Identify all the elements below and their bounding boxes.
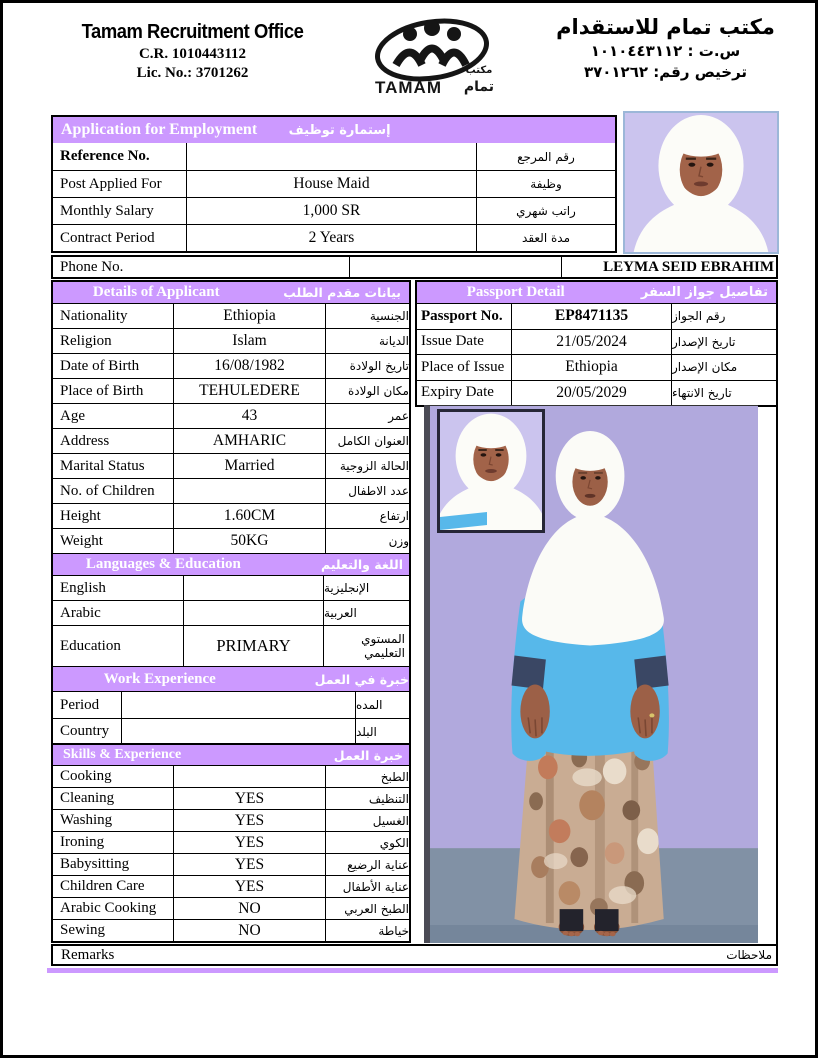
field-label-arabic: الديانة <box>325 329 409 353</box>
field-label-arabic: المده <box>355 692 409 718</box>
skills-title: Skills & Experience <box>63 747 182 762</box>
field-label-arabic: ارتفاع <box>325 504 409 528</box>
phone-label: Phone No. <box>60 258 124 275</box>
table-row <box>53 691 409 718</box>
field-label: English <box>60 579 106 596</box>
logo-arabic-top: مكتب <box>465 65 493 76</box>
field-value: PRIMARY <box>183 626 323 666</box>
field-label-arabic: رقم المرجع <box>476 143 615 170</box>
table-row <box>53 809 409 831</box>
field-value: 50KG <box>173 529 325 553</box>
field-label-arabic: الإنجليزية <box>323 576 409 600</box>
field-label-arabic: الكوي <box>325 832 409 853</box>
field-label-arabic: عمر <box>325 404 409 428</box>
field-label-arabic: تاريخ الولادة <box>325 354 409 378</box>
field-label: Monthly Salary <box>60 202 154 219</box>
field-label-arabic: مكان الولادة <box>325 379 409 403</box>
field-label: Arabic <box>60 604 101 621</box>
field-label: Children Care <box>60 878 145 894</box>
work-title: Work Experience <box>103 670 216 687</box>
field-label: Contract Period <box>60 229 155 246</box>
field-value: Islam <box>173 329 325 353</box>
field-label: Country <box>60 723 110 739</box>
logo-arabic-bottom: تمام <box>463 79 495 95</box>
table-row <box>417 380 776 406</box>
details-title-arabic: بيانات مقدم الطلب <box>283 285 401 300</box>
field-label-arabic: العنوان الكامل <box>325 429 409 453</box>
field-value: House Maid <box>186 171 476 197</box>
table-row <box>53 143 615 170</box>
table-row <box>53 765 409 787</box>
table-row <box>53 353 409 378</box>
table-row <box>53 625 409 666</box>
field-label-arabic: وظيفة <box>476 171 615 197</box>
phone-name-row <box>51 255 778 279</box>
field-value <box>121 692 355 718</box>
field-value <box>173 479 325 503</box>
table-row <box>53 528 409 553</box>
field-value: YES <box>173 788 325 809</box>
field-label-arabic: رقم الجواز <box>671 304 776 329</box>
applicant-inset-image <box>440 412 542 530</box>
field-label-arabic: خياطة <box>325 920 409 941</box>
field-label-arabic: عناية الرضيع <box>325 854 409 875</box>
field-value <box>186 143 476 170</box>
table-row <box>53 328 409 353</box>
field-label-arabic: عدد الاطفال <box>325 479 409 503</box>
letterhead-arabic <box>538 15 793 81</box>
field-label: Address <box>60 432 110 449</box>
field-label: Marital Status <box>60 457 145 474</box>
passport-table <box>415 280 778 407</box>
skills-section-header <box>53 745 409 765</box>
table-row <box>53 853 409 875</box>
field-label: Age <box>60 407 85 424</box>
details-section-header <box>53 282 409 303</box>
field-label: Arabic Cooking <box>60 900 157 916</box>
table-row <box>53 503 409 528</box>
field-value: EP8471135 <box>511 304 671 329</box>
field-value: 2 Years <box>186 225 476 251</box>
field-label: Place of Birth <box>60 382 144 399</box>
table-row <box>417 329 776 355</box>
field-label-arabic: الغسيل <box>325 810 409 831</box>
field-value: NO <box>173 898 325 919</box>
field-label: No. of Children <box>60 482 155 499</box>
field-label: Height <box>60 507 101 524</box>
footer-accent-line <box>47 968 778 973</box>
table-row <box>53 831 409 853</box>
field-value: 20/05/2029 <box>511 381 671 406</box>
table-row <box>53 600 409 625</box>
field-label-arabic: راتب شهري <box>476 198 615 224</box>
languages-title: Languages & Education <box>85 556 241 572</box>
field-value: 43 <box>173 404 325 428</box>
office-name-arabic: مكتب تمام للاستقدام <box>556 15 775 39</box>
remarks-label: Remarks <box>61 946 115 963</box>
passport-title-arabic: تفاصيل جواز السفر <box>640 285 768 300</box>
applicant-passport-photo <box>623 111 779 254</box>
field-label: Religion <box>60 332 112 349</box>
remarks-row <box>51 944 778 966</box>
field-label: Washing <box>60 812 113 828</box>
field-value: AMHARIC <box>173 429 325 453</box>
commercial-registration: C.R. 1010443112 <box>138 46 247 62</box>
table-row <box>53 303 409 328</box>
field-label: Period <box>60 696 100 713</box>
application-section-header <box>53 117 615 143</box>
tamam-logo <box>369 13 499 101</box>
field-label-arabic: الحالة الزوجية <box>325 454 409 478</box>
table-row <box>53 403 409 428</box>
field-label-arabic: التنظيف <box>325 788 409 809</box>
field-value: YES <box>173 854 325 875</box>
office-name: Tamam Recruitment Office <box>81 21 304 43</box>
table-row <box>53 428 409 453</box>
field-label: Expiry Date <box>421 384 494 401</box>
tamam-logo-icon <box>369 13 499 101</box>
application-table <box>51 115 617 253</box>
table-row <box>417 303 776 329</box>
field-value: Ethiopia <box>511 355 671 380</box>
field-label-arabic: مكان الإصدار <box>671 355 776 380</box>
table-row <box>53 718 409 744</box>
field-label: Weight <box>60 532 103 549</box>
field-label: Education <box>60 637 121 654</box>
remarks-label-arabic: ملاحظات <box>726 948 772 962</box>
field-label-arabic: تاريخ الإصدار <box>671 330 776 355</box>
skills-table <box>51 743 411 943</box>
field-value: Ethiopia <box>173 304 325 328</box>
photo-cell-right-border <box>776 405 778 944</box>
application-title: Application for Employment <box>61 121 258 138</box>
passport-title: Passport Detail <box>466 284 565 300</box>
field-label-arabic: الطبخ <box>325 766 409 787</box>
table-row <box>53 575 409 600</box>
field-value: Married <box>173 454 325 478</box>
logo-wordmark: TAMAM <box>375 78 442 97</box>
field-label: Nationality <box>60 307 128 324</box>
field-label: Reference No. <box>60 148 150 164</box>
table-row <box>53 875 409 897</box>
field-label: Sewing <box>60 922 105 938</box>
table-row <box>417 354 776 380</box>
field-value: YES <box>173 832 325 853</box>
skills-title-arabic: خبرة العمل <box>333 747 403 763</box>
field-value <box>173 766 325 787</box>
field-label-arabic: تاريخ الانتهاء <box>671 381 776 406</box>
applicant-inset-photo <box>437 409 545 533</box>
applicant-name: LEYMA SEID EBRAHIM <box>561 257 776 277</box>
languages-section-header <box>53 553 409 575</box>
field-label-arabic: مدة العقد <box>476 225 615 251</box>
field-value: 1,000 SR <box>186 198 476 224</box>
field-label: Cleaning <box>60 790 115 806</box>
field-label: Cooking <box>60 768 112 784</box>
field-label-arabic: المستوي التعليمي <box>323 626 409 666</box>
field-value: 16/08/1982 <box>173 354 325 378</box>
field-label-arabic: الطبخ العربي <box>325 898 409 919</box>
details-title: Details of Applicant <box>92 284 220 300</box>
work-title-arabic: خبرة في العمل <box>314 671 409 687</box>
field-value <box>183 576 323 600</box>
field-value <box>183 601 323 625</box>
applicant-portrait-image <box>625 113 777 252</box>
application-title-arabic: إستمارة توظيف <box>288 122 391 138</box>
passport-section-header <box>417 282 776 303</box>
field-value: YES <box>173 876 325 897</box>
work-section-header <box>53 666 409 691</box>
field-label-arabic: العربية <box>323 601 409 625</box>
table-row <box>53 478 409 503</box>
field-value: TEHULEDERE <box>173 379 325 403</box>
phone-value <box>349 257 561 277</box>
field-label: Ironing <box>60 834 105 850</box>
field-value: 1.60CM <box>173 504 325 528</box>
field-value: NO <box>173 920 325 941</box>
field-label: Place of Issue <box>421 358 505 375</box>
field-value <box>121 719 355 744</box>
field-label-arabic: عناية الأطفال <box>325 876 409 897</box>
field-label: Date of Birth <box>60 357 140 374</box>
table-row <box>53 224 615 251</box>
field-label: Passport No. <box>421 307 503 324</box>
table-row <box>53 919 409 941</box>
letterhead-english <box>65 21 320 82</box>
table-row <box>53 197 615 224</box>
details-table <box>51 280 411 746</box>
field-label: Post Applied For <box>60 175 162 192</box>
commercial-registration-arabic: س.ت : ١٠١٠٤٤٣١١٢ <box>590 42 741 60</box>
license-number: Lic. No.: 3701262 <box>136 65 249 81</box>
field-label-arabic: الجنسية <box>325 304 409 328</box>
field-label-arabic: البلد <box>355 719 409 744</box>
field-label-arabic: وزن <box>325 529 409 553</box>
field-value: 21/05/2024 <box>511 330 671 355</box>
field-value: YES <box>173 810 325 831</box>
table-row <box>53 170 615 197</box>
field-label: Babysitting <box>60 856 130 872</box>
license-number-arabic: ترخيص رقم: ٣٧٠١٢٦٢ <box>583 63 748 81</box>
table-row <box>53 897 409 919</box>
table-row <box>53 378 409 403</box>
table-row <box>53 787 409 809</box>
field-label: Issue Date <box>421 333 484 350</box>
languages-title-arabic: اللغة والتعليم <box>321 557 403 572</box>
applicant-fullbody-photo <box>424 405 758 943</box>
table-row <box>53 453 409 478</box>
